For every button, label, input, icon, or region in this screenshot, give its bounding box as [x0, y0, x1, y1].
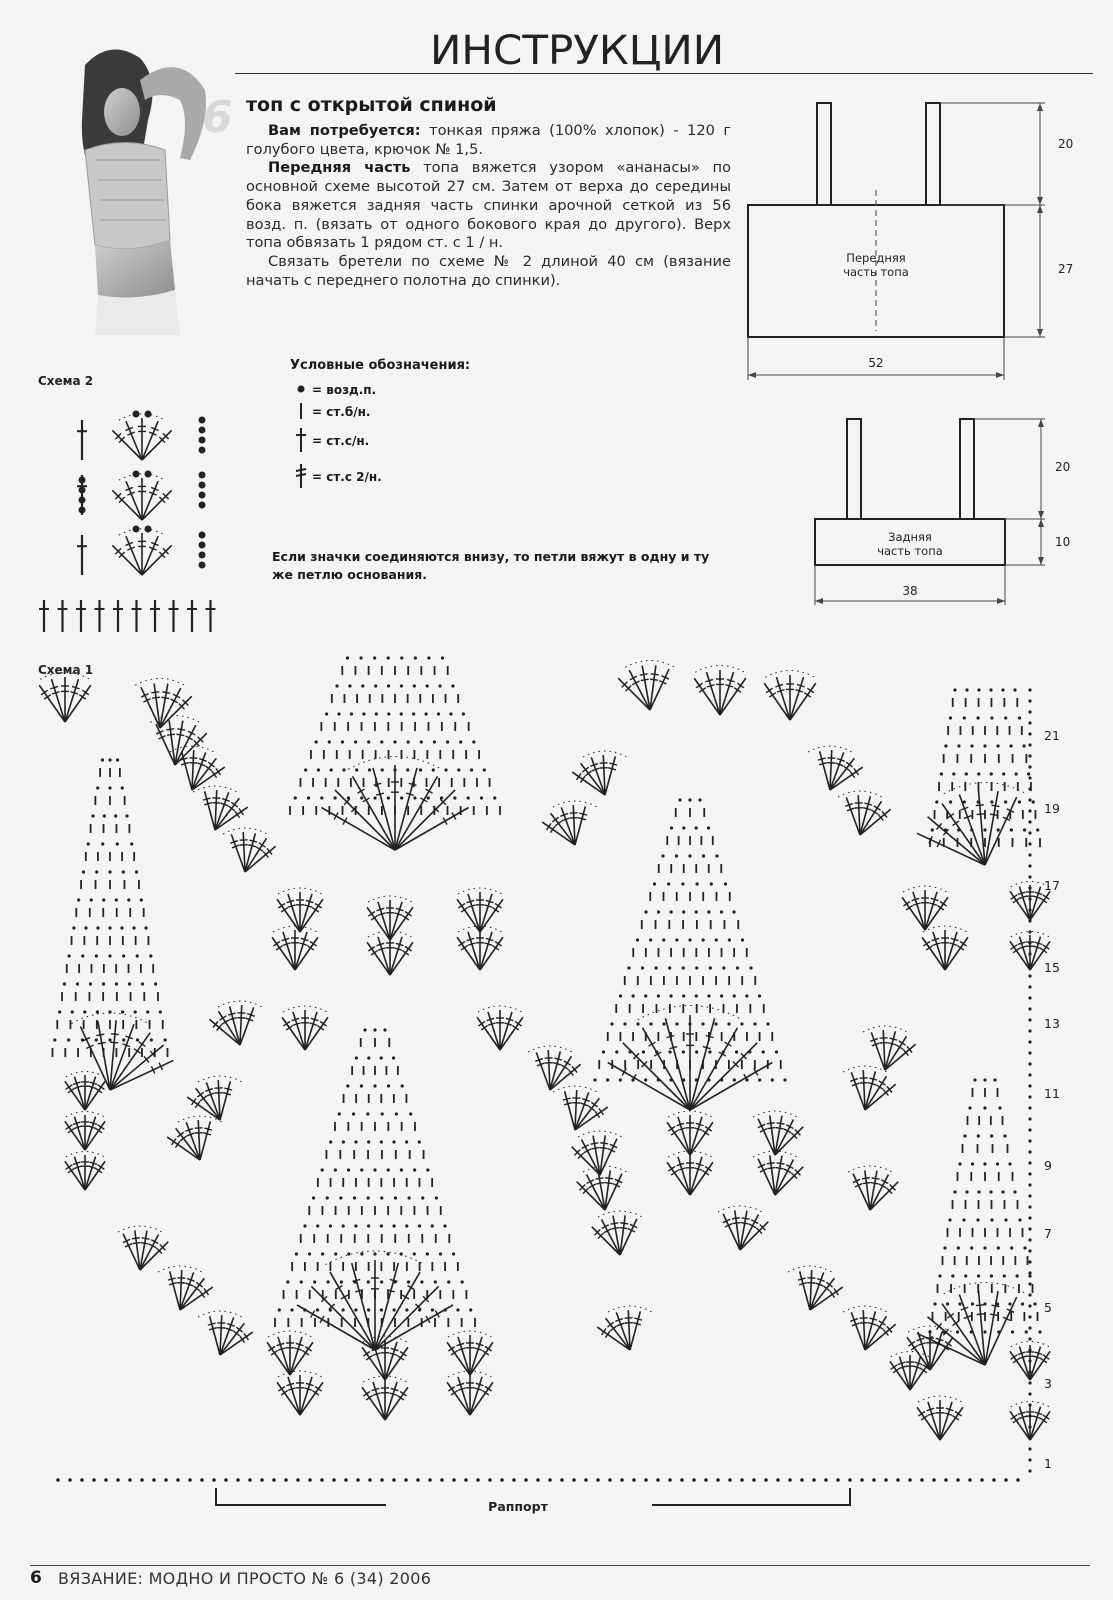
- scheme1-label: Схема 1: [38, 663, 94, 677]
- paragraph-text: тонкая пряжа (100% хлопок) - 120 г голубого цвета, крючок № 1,5.: [246, 122, 732, 158]
- back-label-1: Задняя: [888, 530, 932, 544]
- paragraph-materials: [246, 122, 731, 159]
- cross-icon: [290, 426, 312, 457]
- front-label-2: часть топа: [843, 265, 909, 279]
- back-strap-height: 20: [1055, 460, 1071, 474]
- legend-item: [290, 401, 470, 423]
- bar-icon: [290, 401, 312, 424]
- paragraph-text: Связать бретели по схеме № 2 длиной 40 см (вязание начать с переднего полотна до спинки).: [246, 252, 731, 289]
- row-number: 11: [1044, 1086, 1060, 1101]
- legend-label: = возд.п.: [312, 383, 377, 397]
- article-number: 6: [202, 92, 233, 143]
- article-body: [246, 122, 731, 290]
- legend-label: = ст.с/н.: [312, 434, 370, 448]
- footer-text: ВЯЗАНИЕ: МОДНО И ПРОСТО № 6 (34) 2006: [58, 1569, 432, 1588]
- scheme2-label: Схема 2: [38, 374, 94, 388]
- row-number: 15: [1044, 960, 1060, 975]
- legend-note: Если значки соединяются внизу, то петли вяжут в одну и ту же петлю основания.: [272, 549, 710, 582]
- paragraph-lead: Передняя часть: [268, 159, 411, 177]
- legend-title: Условные обозначения:: [290, 358, 471, 373]
- legend-item: [290, 379, 470, 401]
- legend-label: = ст.б/н.: [312, 405, 371, 419]
- legend-item: [290, 423, 470, 459]
- front-body-height: 27: [1058, 262, 1074, 276]
- back-part-diagram: [805, 415, 1095, 615]
- section-title: ИНСТРУКЦИИ: [430, 28, 725, 74]
- double-cross-icon: [290, 462, 312, 493]
- row-number: 9: [1044, 1158, 1052, 1173]
- row-number: 21: [1044, 728, 1060, 743]
- row-number: 1: [1044, 1456, 1052, 1471]
- article-title: топ с открытой спиной: [246, 94, 497, 116]
- front-strap-height: 20: [1058, 137, 1074, 151]
- front-part-diagram: [740, 95, 1100, 395]
- scheme2-diagram: [30, 405, 240, 645]
- scheme1-diagram: [30, 650, 1090, 1530]
- model-photo: [40, 40, 235, 335]
- repeat-label: Раппорт: [488, 1499, 548, 1514]
- row-number: 19: [1044, 801, 1060, 816]
- page-number: 6: [30, 1568, 42, 1588]
- paragraph-straps: [246, 253, 731, 290]
- row-number: 17: [1044, 878, 1060, 893]
- paragraph-text: топа вяжется узором «ананасы» по основной схеме высотой 27 см. Затем от верха до середины бока вяжется задняя часть спинки арочной сеткой из 56 возд. п. (вязать от одного бокового края до другого). Верх топа обвязать 1 рядом ст. с 1 / н.: [246, 159, 731, 252]
- row-number: 5: [1044, 1300, 1052, 1315]
- symbol-legend: [290, 358, 470, 495]
- legend-item: [290, 459, 470, 495]
- row-number: 3: [1044, 1376, 1052, 1391]
- legend-label: = ст.с 2/н.: [312, 470, 382, 484]
- front-label-1: Передняя: [846, 251, 906, 265]
- dot-icon: [290, 383, 312, 397]
- back-width: 38: [902, 584, 918, 598]
- paragraph-lead: Вам потребуется:: [268, 122, 421, 139]
- row-number: 13: [1044, 1016, 1060, 1031]
- paragraph-front: [246, 159, 731, 253]
- row-number: 7: [1044, 1226, 1052, 1241]
- back-body-height: 10: [1055, 535, 1071, 549]
- back-label-2: часть топа: [877, 544, 943, 558]
- footer-rule: [30, 1565, 1090, 1566]
- front-width: 52: [868, 356, 884, 370]
